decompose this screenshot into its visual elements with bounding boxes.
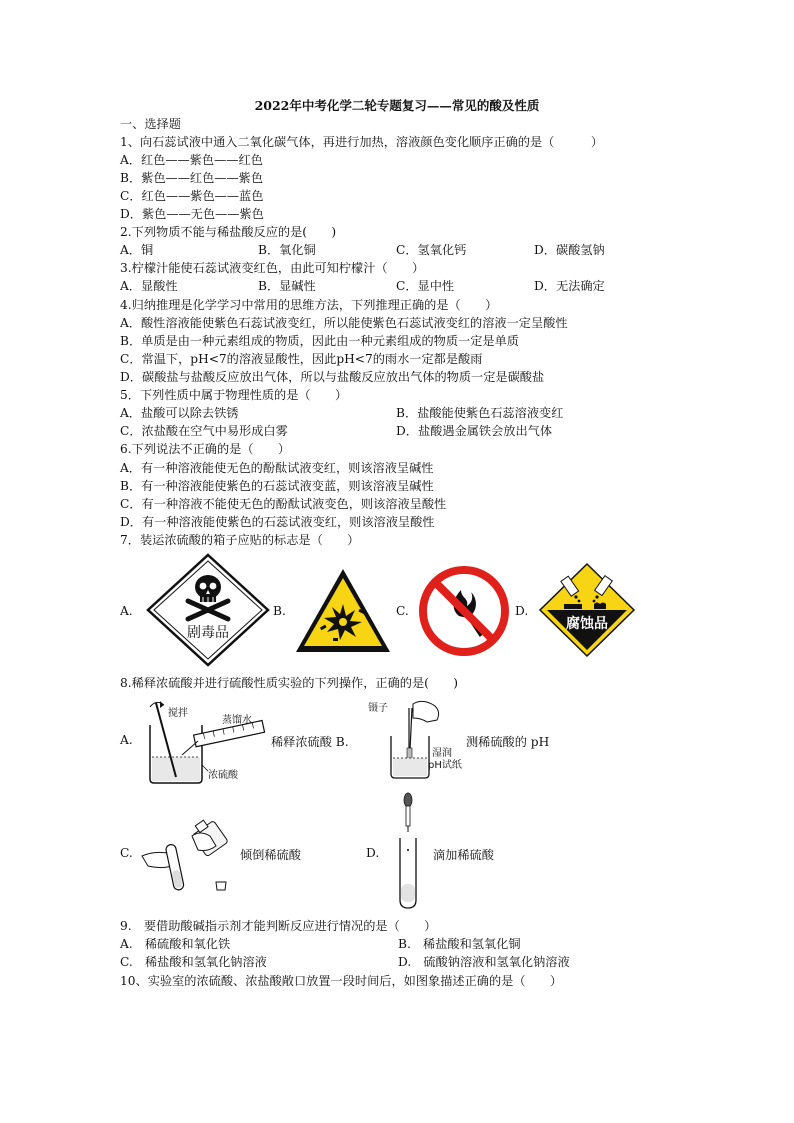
q8-option-a-text: 稀释浓硫酸 B.	[271, 735, 349, 749]
q9-option-b: B. 稀盐酸和氢氧化铜	[398, 937, 521, 951]
q2-stem: 2.下列物质不能与稀盐酸反应的是( )	[120, 225, 337, 239]
q5-option-b: B．盐酸能使紫色石蕊溶液变红	[396, 406, 564, 420]
q3-option-c: C．显中性	[396, 279, 455, 293]
q7-option-b-letter: B.	[273, 604, 286, 618]
q1-option-a: A．红色——紫色——红色	[120, 153, 263, 167]
q6-option-c: C．有一种溶液不能使无色的酚酞试液变色，则该溶液呈酸性	[120, 497, 447, 511]
pouring-diagram	[140, 818, 238, 898]
q5-option-a: A．盐酸可以除去铁锈	[120, 406, 239, 420]
toxic-sign-label: 剧毒品	[187, 625, 229, 641]
q2-option-a: A．铜	[120, 243, 154, 257]
q3-option-d: D．无法确定	[534, 279, 605, 293]
q2-option-b: B．氧化铜	[258, 243, 316, 257]
q7-option-d-letter: D.	[515, 604, 529, 618]
label-distilled-water: 蒸馏水	[222, 715, 252, 726]
q8-stem: 8.稀释浓硫酸并进行硫酸性质实验的下列操作，正确的是( )	[120, 676, 459, 690]
q6-option-a: A．有一种溶液能使无色的酚酞试液变红，则该溶液呈碱性	[120, 461, 434, 475]
q9-option-d: D. 硫酸钠溶液和氢氧化钠溶液	[398, 955, 570, 969]
q8-option-c-text: 倾倒稀硫酸	[240, 848, 301, 862]
q6-option-d: D．有一种溶液能使紫色的石蕊试液变红，则该溶液呈酸性	[120, 515, 435, 529]
label-ph-paper: pH试纸	[428, 760, 462, 771]
q1-option-d: D．紫色——无色——紫色	[120, 207, 264, 221]
q2-option-c: C．氢氧化钙	[396, 243, 467, 257]
q7-stem: 7．装运浓硫酸的箱子应贴的标志是（ ）	[120, 533, 360, 547]
q10-stem: 10、实验室的浓硫酸、浓盐酸敞口放置一段时间后，如图象描述正确的是（ ）	[120, 974, 563, 988]
q8-option-c-letter: C.	[120, 846, 133, 860]
q4-stem: 4.归纳推理是化学学习中常用的思维方法，下列推理正确的是（ ）	[120, 298, 498, 312]
q8-option-d-letter: D.	[366, 846, 380, 860]
q4-option-a: A．酸性溶液能使紫色石蕊试液变红，所以能使紫色石蕊试液变红的溶液一定呈酸性	[120, 316, 568, 330]
q5-stem: 5．下列性质中属于物理性质的是（ ）	[120, 388, 348, 402]
label-stir: 搅拌	[168, 708, 188, 719]
label-tweezers: 镊子	[368, 703, 388, 714]
q4-option-d: D．碳酸盐与盐酸反应放出气体，所以与盐酸反应放出气体的物质一定是碳酸盐	[120, 370, 545, 384]
q9-option-c: C. 稀盐酸和氢氧化钠溶液	[120, 955, 267, 969]
dilution-diagram	[142, 695, 272, 785]
corrosive-sign	[538, 562, 636, 658]
explosive-sign	[293, 566, 393, 656]
q8-option-b-text: 测稀硫酸的 pH	[466, 735, 550, 749]
q3-stem: 3.柠檬汁能使石蕊试液变红色，由此可知柠檬汁（ ）	[120, 261, 425, 275]
q4-option-c: C．常温下，pH<7的溶液显酸性，因此pH<7的雨水一定都是酸雨	[120, 352, 483, 366]
q7-option-c-letter: C.	[396, 604, 409, 618]
dropper-diagram	[394, 792, 426, 912]
q6-stem: 6.下列说法不正确的是（ ）	[120, 442, 291, 456]
q6-option-b: B．有一种溶液能使紫色的石蕊试液变蓝，则该溶液呈碱性	[120, 479, 434, 493]
q3-option-a: A．显酸性	[120, 279, 178, 293]
corrosive-sign-label: 腐蚀品	[566, 616, 608, 632]
q5-option-c: C．浓盐酸在空气中易形成白雾	[120, 424, 288, 438]
q9-option-a: A. 稀硫酸和氧化铁	[120, 937, 231, 951]
label-wet: 湿润	[432, 748, 452, 759]
label-conc-acid: 浓硫酸	[208, 770, 238, 781]
q1-option-b: B．紫色——红色——紫色	[120, 171, 264, 185]
q2-option-d: D．碳酸氢钠	[534, 243, 605, 257]
toxic-sign	[146, 553, 270, 667]
section-heading: 一、选择题	[120, 117, 181, 131]
q1-stem: 1、向石蕊试液中通入二氧化碳气体，再进行加热，溶液颜色变化顺序正确的是（ ）	[120, 135, 604, 149]
page-title: 2022年中考化学二轮专题复习——常见的酸及性质	[254, 98, 540, 113]
q4-option-b: B．单质是由一种元素组成的物质，因此由一种元素组成的物质一定是单质	[120, 334, 519, 348]
q3-option-b: B．显碱性	[258, 279, 316, 293]
no-fire-sign	[419, 566, 509, 656]
q7-option-a-letter: A.	[120, 604, 133, 618]
q5-option-d: D．盐酸遇金属铁会放出气体	[396, 424, 553, 438]
q9-stem: 9. 要借助酸碱指示剂才能判断反应进行情况的是（ ）	[120, 919, 437, 933]
q8-option-d-text: 滴加稀硫酸	[433, 848, 494, 862]
q8-option-a-letter: A.	[120, 733, 133, 747]
q1-option-c: C．红色——紫色——蓝色	[120, 189, 264, 203]
